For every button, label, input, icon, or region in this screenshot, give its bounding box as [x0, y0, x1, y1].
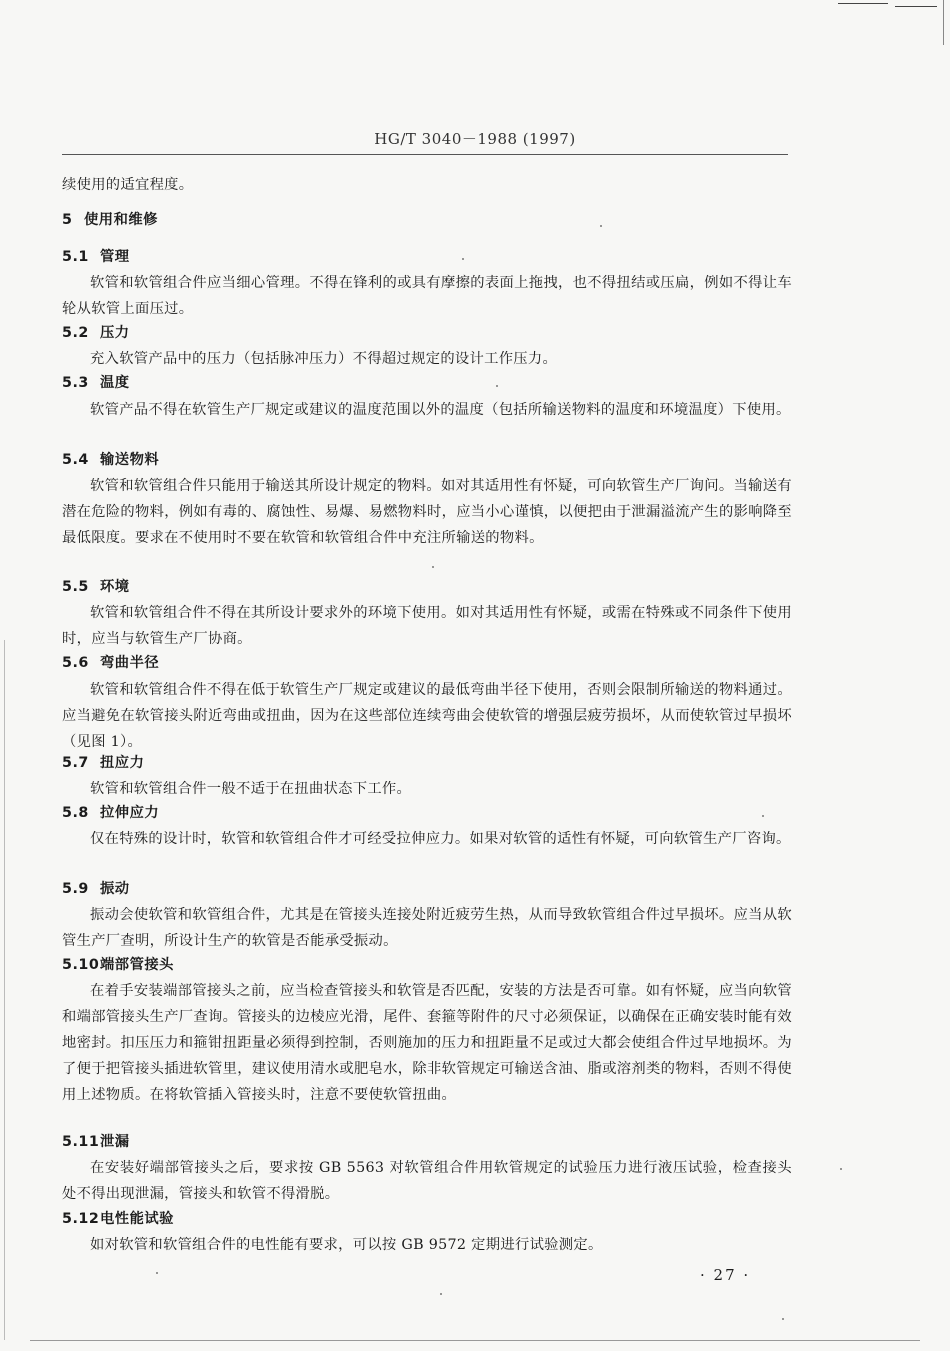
scan-speck: [432, 566, 434, 568]
subsection-text: 如对软管和软管组合件的电性能有要求，可以按 GB 9572 定期进行试验测定。: [90, 1237, 603, 1253]
section-title: 使用和维修: [84, 212, 158, 228]
scan-speck: [156, 1272, 158, 1274]
page-number: · 27 ·: [700, 1266, 751, 1284]
subsection-number: 5.5: [62, 579, 89, 595]
scan-edge-line: [30, 1340, 920, 1341]
subsection-text: 软管和软管组合件一般不适于在扭曲状态下工作。: [90, 781, 412, 797]
subsection-number: 5.6: [62, 655, 89, 671]
scan-speck: [762, 815, 764, 817]
subsection-number: 5.7: [62, 755, 89, 771]
subsection-number: 5.9: [62, 881, 89, 897]
subsection-title: 端部管接头: [100, 957, 174, 973]
subsection-number: 5.3: [62, 375, 89, 391]
subsection-text: 振动会使软管和软管组合件，尤其是在管接头连接处附近疲劳生热，从而导致软管组合件过早损坏。应当从软管生产厂查明，所设计生产的软管是否能承受振动。: [62, 907, 792, 949]
subsection-number: 5.8: [62, 805, 89, 821]
subsection-heading: [62, 650, 159, 676]
section-heading: [62, 207, 158, 233]
scan-edge-line: [838, 3, 888, 4]
subsection-title: 电性能试验: [100, 1211, 174, 1227]
subsection-heading: [62, 1206, 174, 1232]
subsection-heading: [62, 876, 130, 902]
intro-line: 续使用的适宜程度。: [62, 177, 194, 193]
scan-speck: [496, 385, 498, 387]
scan-edge-line: [943, 0, 944, 45]
subsection-text: 在着手安装端部管接头之前，应当检查管接头和软管是否匹配，安装的方法是否可靠。如有怀疑，应当向软管和端部管接头生产厂查询。管接头的边棱应光滑，尾件、套箍等附件的尺寸必须保证，以确保在正确安装时能有效地密封。扣压压力和箍钳扭距量必须得到控制，否则施加的压力和扭距量不足或过大都会使组合件过早地损坏。为了便于把管接头插进软管里，建议使用清水或肥皂水，除非软管规定可输送含油、脂或溶剂类的物料，否则不得使用上述物质。在将软管插入管接头时，注意不要使软管扭曲。: [62, 983, 792, 1103]
subsection-title: 温度: [100, 375, 130, 391]
subsection-title: 拉伸应力: [100, 805, 160, 821]
scan-edge-line: [4, 640, 5, 1340]
subsection-number: 5.4: [62, 452, 89, 468]
section-number: 5: [62, 212, 73, 228]
subsection-title: 环境: [100, 579, 130, 595]
subsection-text: 软管和软管组合件只能用于输送其所设计规定的物料。如对其适用性有怀疑，可向软管生产厂询问。当输送有潜在危险的物料，例如有毒的、腐蚀性、易爆、易燃物料时，应当小心谨慎，以便把由于泄漏溢流产生的影响降至最低限度。要求在不使用时不要在软管和软管组合件中充注所输送的物料。: [62, 478, 792, 546]
subsection-title: 输送物料: [100, 452, 160, 468]
subsection-title: 振动: [100, 881, 130, 897]
scan-speck: [440, 1293, 442, 1295]
subsection-number: 5.12: [62, 1211, 100, 1227]
subsection-heading: [62, 800, 159, 826]
subsection-number: 5.10: [62, 957, 100, 973]
subsection-heading: [62, 447, 159, 473]
subsection-title: 弯曲半径: [100, 655, 160, 671]
subsection-text: 在安装好端部管接头之后，要求按 GB 5563 对软管组合件用软管规定的试验压力进行液压试验，检查接头处不得出现泄漏，管接头和软管不得滑脱。: [62, 1160, 792, 1202]
subsection-title: 泄漏: [100, 1134, 130, 1150]
subsection-number: 5.11: [62, 1134, 100, 1150]
scan-edge-line: [895, 6, 937, 7]
document-header: HG/T 3040－1988 (1997): [374, 130, 576, 148]
scan-speck: [600, 225, 602, 227]
scan-speck: [462, 258, 464, 260]
subsection-text: 软管产品不得在软管生产厂规定或建议的温度范围以外的温度（包括所输送物料的温度和环境温度）下使用。: [90, 402, 791, 418]
subsection-number: 5.2: [62, 325, 89, 341]
subsection-number: 5.1: [62, 249, 89, 265]
subsection-heading: [62, 952, 174, 978]
subsection-heading: [62, 574, 130, 600]
subsection-text: 软管和软管组合件不得在低于软管生产厂规定或建议的最低弯曲半径下使用，否则会限制所输送的物料通过。应当避免在软管接头附近弯曲或扭曲，因为在这些部位连续弯曲会使软管的增强层疲劳损坏，从而使软管过早损坏（见图 1）。: [62, 682, 792, 750]
subsection-text: 软管和软管组合件应当细心管理。不得在锋利的或具有摩擦的表面上拖拽，也不得扭结或压扁，例如不得让车轮从软管上面压过。: [62, 275, 792, 317]
header-rule: [62, 154, 788, 155]
scan-speck: [782, 1318, 784, 1320]
subsection-title: 扭应力: [100, 755, 145, 771]
subsection-heading: [62, 244, 130, 270]
subsection-heading: [62, 370, 130, 396]
scan-speck: [840, 1168, 842, 1170]
subsection-text: 软管和软管组合件不得在其所设计要求外的环境下使用。如对其适用性有怀疑，或需在特殊或不同条件下使用时，应当与软管生产厂协商。: [62, 605, 792, 647]
subsection-title: 压力: [100, 325, 130, 341]
subsection-heading: [62, 750, 144, 776]
subsection-text: 仅在特殊的设计时，软管和软管组合件才可经受拉伸应力。如果对软管的适性有怀疑，可向软管生产厂咨询。: [90, 831, 791, 847]
subsection-title: 管理: [100, 249, 130, 265]
subsection-heading: [62, 1129, 130, 1155]
subsection-heading: [62, 320, 130, 346]
subsection-text: 充入软管产品中的压力（包括脉冲压力）不得超过规定的设计工作压力。: [90, 351, 558, 367]
